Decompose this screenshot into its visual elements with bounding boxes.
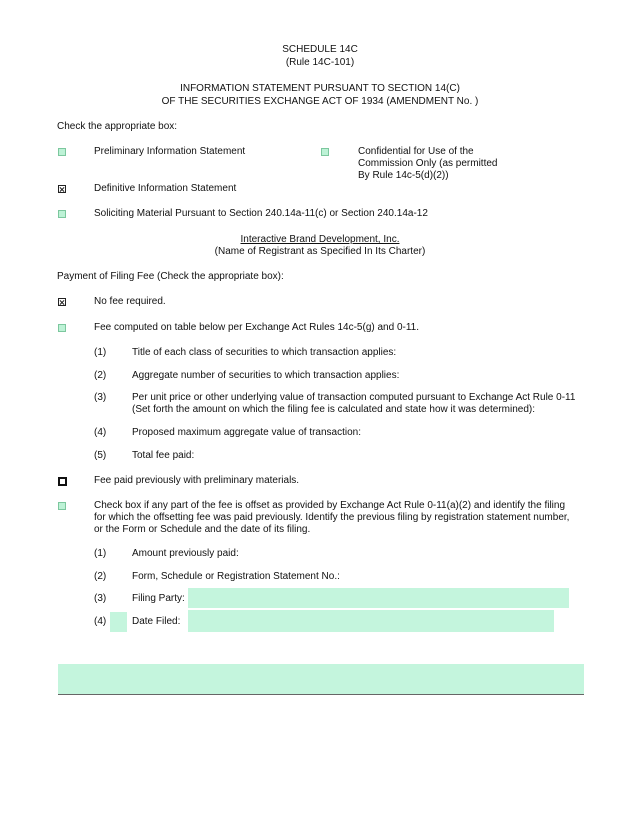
soliciting-label: Soliciting Material Pursuant to Section 240.14a-11(c) or Section 240.14a-12	[94, 208, 428, 219]
preliminary-checkbox[interactable]	[58, 148, 66, 156]
soliciting-checkbox[interactable]	[58, 210, 66, 218]
offset-label: Check box if any part of the fee is offset as provided by Exchange Act Rule 0-11(a)(2) and identify the filing for which the offsetting fee was paid previously. Identify the previous filing by registration statement number, or the Form or Schedule and the date of its filing.	[94, 500, 570, 535]
fee-item-num: (2)	[94, 370, 107, 381]
date-filed-field[interactable]	[188, 610, 554, 632]
offset-item-num: (2)	[94, 571, 107, 582]
statement-title-line1: INFORMATION STATEMENT PURSUANT TO SECTION 14(C)	[180, 83, 460, 94]
fee-item-num: (3)	[94, 392, 107, 403]
fee-computed-checkbox[interactable]	[58, 324, 66, 332]
filing-party-field[interactable]	[188, 588, 569, 608]
payment-prompt: Payment of Filing Fee (Check the appropriate box):	[57, 271, 284, 282]
fee-item-text: Title of each class of securities to which transaction applies:	[132, 347, 397, 358]
fee-paid-previously-checkbox[interactable]	[58, 477, 67, 486]
bottom-fill-field[interactable]	[58, 664, 584, 694]
no-fee-label: No fee required.	[94, 296, 166, 307]
fee-item-num: (4)	[94, 427, 107, 438]
schedule-title: SCHEDULE 14C	[282, 44, 358, 55]
registrant-name: Interactive Brand Development, Inc.	[240, 234, 400, 245]
confidential-checkbox[interactable]	[321, 148, 329, 156]
fee-item-num: (1)	[94, 347, 107, 358]
fee-item-text: Per unit price or other underlying value of transaction computed pursuant to Exchange Act Rule 0-11 (Set forth the amount on which the filing fee is calculated and state how it was determined):	[132, 392, 576, 415]
offset-item-text: Filing Party:	[132, 593, 185, 604]
fee-item-text: Proposed maximum aggregate value of transaction:	[132, 427, 362, 438]
fee-item-text: Total fee paid:	[132, 450, 195, 461]
offset-item-text: Amount previously paid:	[132, 548, 239, 559]
statement-title-line2: OF THE SECURITIES EXCHANGE ACT OF 1934 (AMENDMENT No. )	[161, 96, 479, 107]
check-box-prompt: Check the appropriate box:	[57, 121, 178, 132]
rule-subtitle: (Rule 14C-101)	[285, 57, 355, 68]
offset-checkbox[interactable]	[58, 502, 66, 510]
preliminary-label: Preliminary Information Statement	[94, 146, 246, 157]
bottom-rule	[58, 694, 584, 695]
offset-item-num: (4)	[94, 616, 107, 627]
offset-item-num: (1)	[94, 548, 107, 559]
date-filed-marker	[110, 612, 127, 632]
fee-item-text: Aggregate number of securities to which transaction applies:	[132, 370, 400, 381]
definitive-checkbox-checked[interactable]	[58, 185, 66, 193]
confidential-label-line2: Commission Only (as permitted	[358, 158, 498, 169]
confidential-label-line1: Confidential for Use of the	[358, 146, 474, 157]
registrant-caption: (Name of Registrant as Specified In Its Charter)	[214, 246, 426, 257]
confidential-label-line3: By Rule 14c-5(d)(2))	[358, 170, 449, 181]
offset-item-text: Form, Schedule or Registration Statement No.:	[132, 571, 340, 582]
definitive-label: Definitive Information Statement	[94, 183, 237, 194]
offset-item-text: Date Filed:	[132, 616, 181, 627]
fee-paid-previously-label: Fee paid previously with preliminary materials.	[94, 475, 300, 486]
fee-computed-label: Fee computed on table below per Exchange Act Rules 14c-5(g) and 0-11.	[94, 322, 420, 333]
offset-item-num: (3)	[94, 593, 107, 604]
fee-item-num: (5)	[94, 450, 107, 461]
no-fee-checkbox-checked[interactable]	[58, 298, 66, 306]
